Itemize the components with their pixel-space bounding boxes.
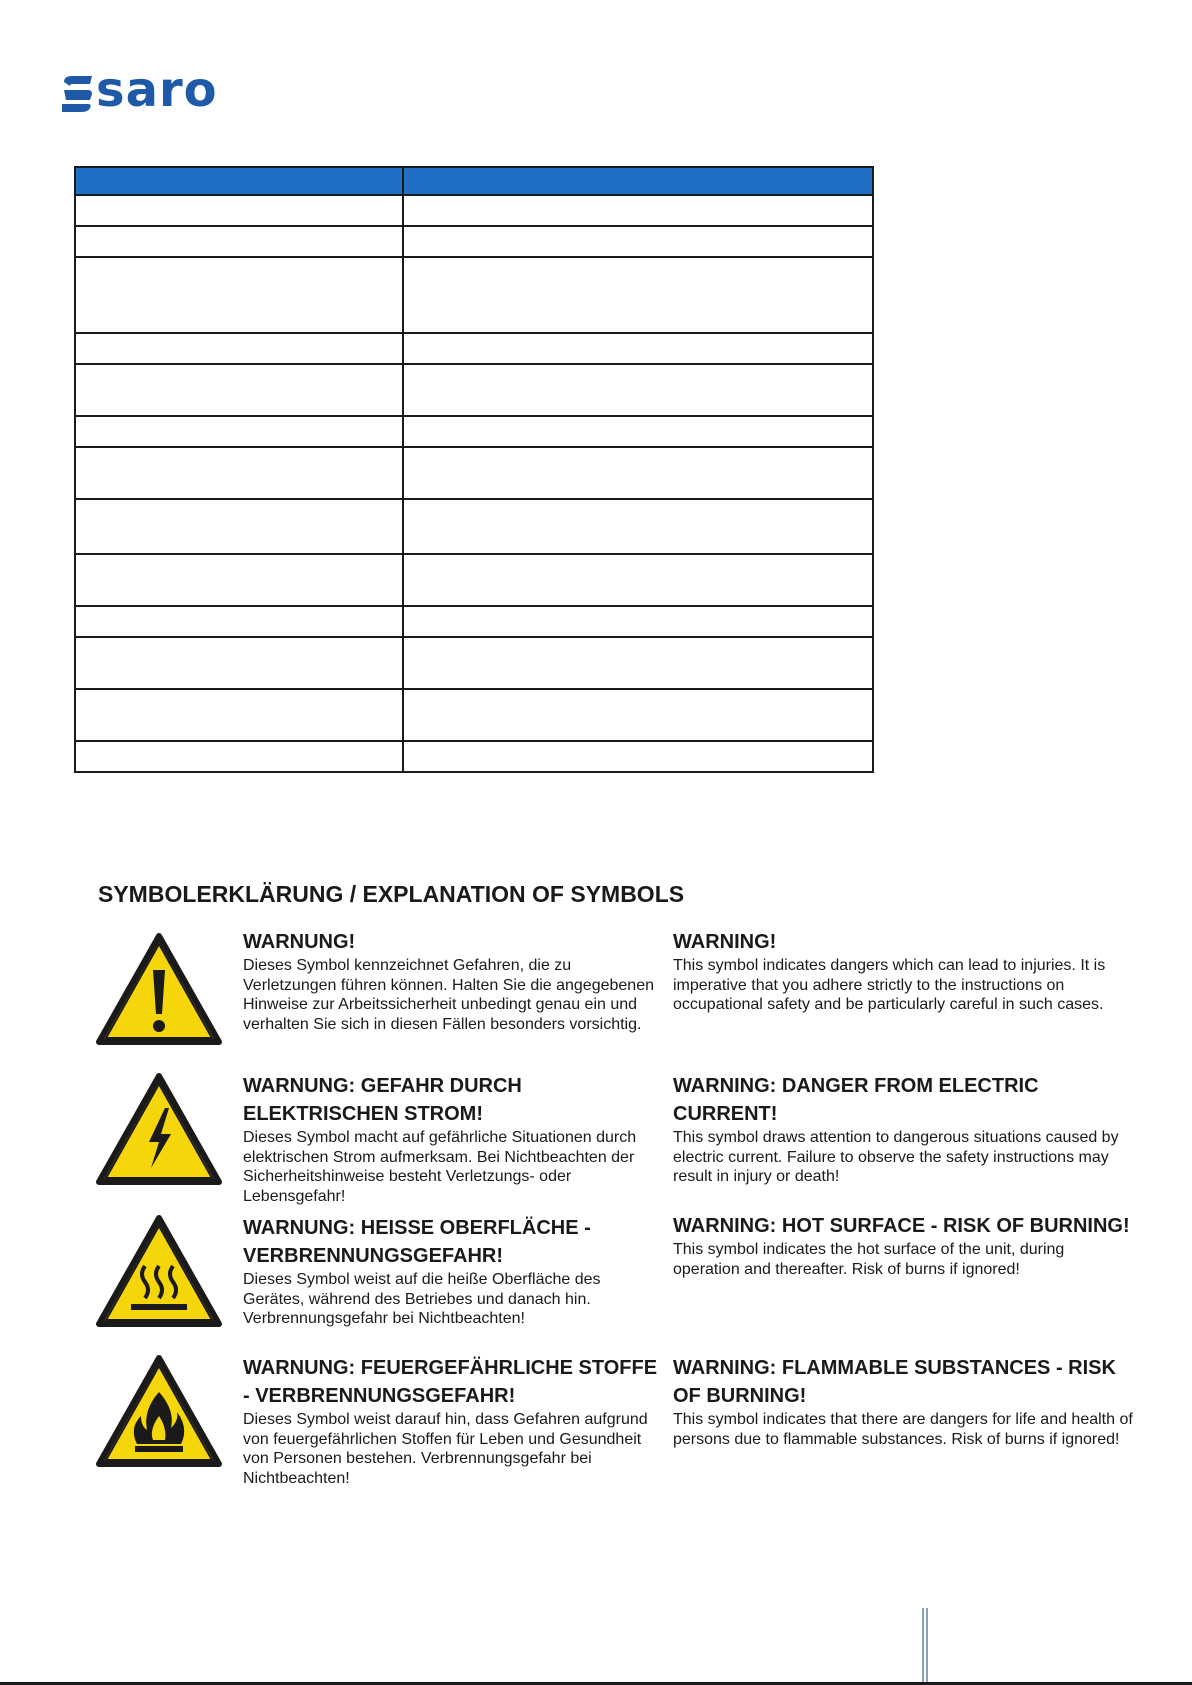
table-row: [75, 364, 873, 416]
warning-title: WARNING: FLAMMABLE SUBSTANCES - RISK OF BURNING!: [673, 1357, 1116, 1407]
table-cell: [75, 447, 403, 499]
saro-logo: [60, 62, 218, 118]
table-row: [75, 416, 873, 447]
table-cell: [403, 257, 873, 333]
warning-title: WARNING: HOT SURFACE - RISK OF BURNING!: [673, 1215, 1130, 1237]
warning-general-en: [673, 928, 1133, 1015]
table-row: [75, 195, 873, 226]
warning-title: WARNUNG: GEFAHR DURCH ELEKTRISCHEN STROM!: [243, 1075, 522, 1125]
warning-electric-de: [243, 1072, 663, 1206]
warning-text: Dieses Symbol weist auf die heiße Oberfläche des Gerätes, während des Betriebes und danach hin. Verbrennungsgefahr bei Nichtbeachten!: [243, 1271, 601, 1327]
warning-hot-surface-de: [243, 1214, 663, 1329]
table-row: [75, 257, 873, 333]
table-row: [75, 741, 873, 772]
table-cell: [75, 333, 403, 364]
table-cell: [403, 689, 873, 741]
table-cell: [75, 416, 403, 447]
table-cell: [75, 741, 403, 772]
table-cell: [75, 226, 403, 257]
table-cell: [403, 606, 873, 637]
warning-general-de: [243, 928, 663, 1034]
table-cell: [75, 554, 403, 606]
warning-flammable-de: [243, 1354, 663, 1488]
logo-text: saro: [96, 62, 218, 118]
footer-divider: [922, 1608, 928, 1682]
table-row: [75, 226, 873, 257]
table-cell: [75, 689, 403, 741]
warning-text: This symbol indicates dangers which can lead to injuries. It is imperative that you adhere strictly to the instructions on occupational safety and be particularly careful in such cases.: [673, 957, 1106, 1013]
table-header-row: [75, 167, 873, 195]
table-row: [75, 333, 873, 364]
table-header-cell: [403, 167, 873, 195]
table-cell: [403, 195, 873, 226]
table-cell: [75, 195, 403, 226]
table-row: [75, 447, 873, 499]
saro-logo-mark-icon: [60, 74, 94, 112]
table-cell: [403, 554, 873, 606]
warning-title: WARNUNG!: [243, 931, 356, 953]
table-cell: [403, 637, 873, 689]
flammable-warning-icon: [95, 1354, 223, 1470]
table-cell: [403, 364, 873, 416]
table-cell: [75, 637, 403, 689]
table-row: [75, 499, 873, 554]
hot-surface-warning-icon: [95, 1214, 223, 1330]
warning-hot-surface-en: [673, 1212, 1133, 1279]
warning-text: Dieses Symbol weist darauf hin, dass Gefahren aufgrund von feuergefährlichen Stoffen für Leben und Gesundheit von Personen bestehen. Verbrennungsgefahr bei Nichtbeachten!: [243, 1411, 648, 1487]
warning-flammable-en: [673, 1354, 1133, 1449]
warning-text: Dieses Symbol macht auf gefährliche Situationen durch elektrischen Strom aufmerksam. Bei Nichtbeachten der Sicherheitshinweise besteht Verletzungs- oder Lebensgefahr!: [243, 1129, 637, 1205]
warning-text: This symbol draws attention to dangerous situations caused by electric current. Failure to observe the safety instructions may result in injury or death!: [673, 1129, 1119, 1185]
exclamation-warning-icon: [95, 932, 223, 1048]
section-title: SYMBOLERKLÄRUNG / EXPLANATION OF SYMBOLS: [98, 881, 685, 907]
table-cell: [75, 364, 403, 416]
warning-text: This symbol indicates that there are dangers for life and health of persons due to flammable substances. Risk of burns if ignored!: [673, 1411, 1133, 1448]
table-cell: [75, 499, 403, 554]
table-row: [75, 689, 873, 741]
warning-text: Dieses Symbol kennzeichnet Gefahren, die zu Verletzungen führen können. Halten Sie die angegebenen Hinweise zur Arbeitssicherheit unbedingt genau ein und verhalten Sie sich in diesen Fällen besonders vorsichtig.: [243, 957, 654, 1033]
warning-electric-en: [673, 1072, 1133, 1187]
warning-title: WARNUNG: FEUERGEFÄHRLICHE STOFFE - VERBRENNUNGSGEFAHR!: [243, 1357, 658, 1407]
table-row: [75, 554, 873, 606]
electric-warning-icon: [95, 1072, 223, 1188]
table-cell: [75, 257, 403, 333]
table-cell: [75, 606, 403, 637]
specification-table: [74, 166, 874, 773]
warning-title: WARNUNG: HEISSE OBERFLÄCHE - VERBRENNUNGSGEFAHR!: [243, 1217, 591, 1267]
table-cell: [403, 447, 873, 499]
table-cell: [403, 741, 873, 772]
table-cell: [403, 416, 873, 447]
table-cell: [403, 226, 873, 257]
table-row: [75, 606, 873, 637]
table-cell: [403, 333, 873, 364]
warning-title: WARNING!: [673, 931, 777, 953]
warning-text: This symbol indicates the hot surface of the unit, during operation and thereafter. Risk of burns if ignored!: [673, 1241, 1065, 1278]
table-cell: [403, 499, 873, 554]
table-row: [75, 637, 873, 689]
warning-title: WARNING: DANGER FROM ELECTRIC CURRENT!: [673, 1075, 1039, 1125]
table-header-cell: [75, 167, 403, 195]
